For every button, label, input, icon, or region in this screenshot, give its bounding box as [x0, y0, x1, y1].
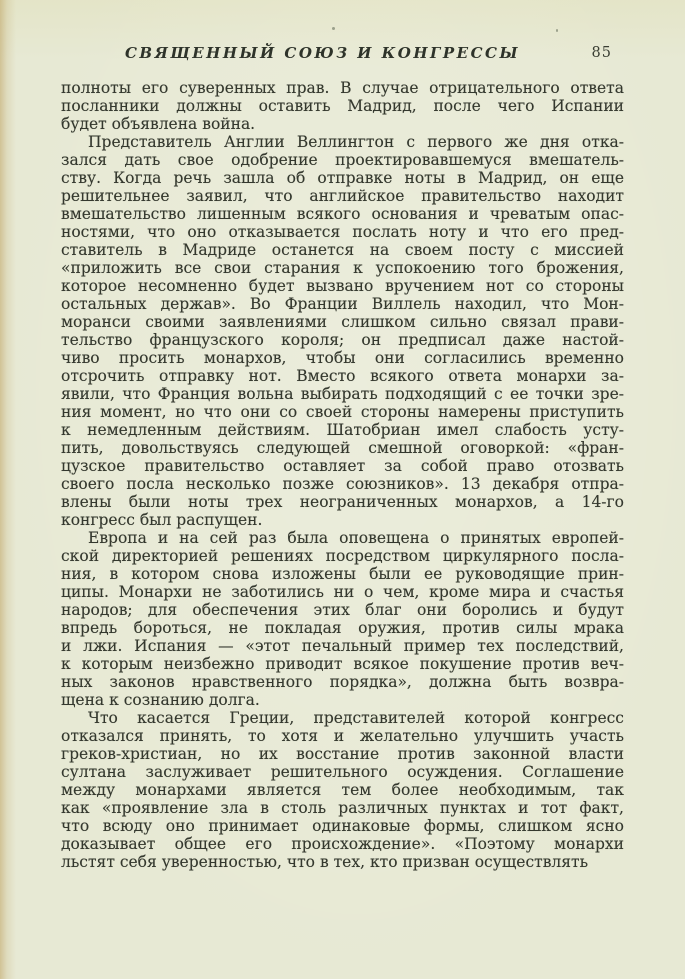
text-line: льстят себя уверенностью, что в тех, кто призван осуществлять [61, 853, 589, 871]
text-line: как «проявление зла в столь различных пунктах и тот факт, [61, 799, 624, 817]
scan-speck [332, 27, 335, 30]
text-line: отсрочить отправку нот. Вместо всякого ответа монархи за- [61, 367, 624, 385]
text-line: полноты его суверенных прав. В случае отрицательного ответа [61, 79, 624, 97]
text-line: цузское правительство оставляет за собой право отозвать [61, 457, 624, 475]
text-line: решительнее заявил, что английское правительство находит [61, 187, 624, 205]
text-line: пить, довольствуясь следующей смешной оговоркой: «фран- [61, 439, 624, 457]
text-line: своего посла несколько позже союзников». 13 декабря отпра- [61, 475, 624, 493]
text-line: греков-христиан, но их восстание против законной власти [61, 745, 624, 763]
text-line: ния, в котором снова изложены были ее руководящие прин- [61, 565, 624, 583]
text-line: ской директорией решениях посредством циркулярного посла- [61, 547, 624, 565]
text-line: влены были ноты трех неограниченных монархов, а 14-го [61, 493, 624, 511]
paragraph [61, 709, 624, 871]
scan-speck [556, 29, 558, 32]
text-line: явили, что Франция вольна выбирать подходящий с ее точки зре- [61, 385, 624, 403]
text-line: посланники должны оставить Мадрид, после чего Испании [61, 97, 624, 115]
running-header-title: СВЯЩЕННЫЙ СОЮЗ И КОНГРЕССЫ [124, 44, 521, 62]
text-line: к которым неизбежно приводит всякое покушение против веч- [61, 655, 624, 673]
text-line: остальных держав». Во Франции Виллель находил, что Мон- [61, 295, 624, 313]
paragraph [61, 529, 624, 709]
text-line: народов; для обеспечения этих благ они боролись и будут [61, 601, 624, 619]
paragraph [61, 133, 624, 529]
text-line: которое несомненно будет вызвано вручением нот со стороны [61, 277, 624, 295]
text-line: впредь бороться, не покладая оружия, против силы мрака [61, 619, 624, 637]
text-line: доказывает общее его происхождение». «Поэтому монархи [61, 835, 624, 853]
text-line: и лжи. Испания — «этот печальный пример тех последствий, [61, 637, 624, 655]
text-line: султана заслуживает решительного осуждения. Соглашение [61, 763, 624, 781]
text-line: зался дать свое одобрение проектировавшемуся вмешатель- [61, 151, 624, 169]
text-line: ностями, что оно отказывается послать ноту и что его пред- [61, 223, 624, 241]
text-line: «приложить все свои старания к успокоению того брожения, [61, 259, 624, 277]
text-line: ципы. Монархи не заботились ни о чем, кроме мира и счастья [61, 583, 624, 601]
text-line: отказался принять, то хотя и желательно улучшить участь [61, 727, 624, 745]
page-number: 85 [591, 45, 612, 61]
text-line: моранси своими заявлениями слишком сильно связал прави- [61, 313, 624, 331]
text-line: Что касается Греции, представителей которой конгресс [88, 709, 624, 727]
text-line: конгресс был распущен. [61, 511, 263, 529]
text-line: ния момент, но что они со своей стороны намерены приступить [61, 403, 624, 421]
text-line: ных законов нравственного порядка», должна быть возвра- [61, 673, 624, 691]
text-line: между монархами является тем более необходимым, так [61, 781, 624, 799]
text-line: Представитель Англии Веллингтон с первого же дня отка- [88, 133, 624, 151]
paragraph [61, 79, 624, 133]
text-line: щена к сознанию долга. [61, 691, 260, 709]
text-line: чиво просить монархов, чтобы они согласились временно [61, 349, 624, 367]
text-line: что всюду оно принимает одинаковые формы, слишком ясно [61, 817, 624, 835]
text-line: Европа и на сей раз была оповещена о принятых европей- [88, 529, 624, 547]
text-line: к немедленным действиям. Шатобриан имел слабость усту- [61, 421, 624, 439]
running-header [61, 44, 624, 66]
body-text [61, 79, 624, 871]
text-line: ставитель в Мадриде останется на своем посту с миссией [61, 241, 624, 259]
text-line: ству. Когда речь зашла об отправке ноты в Мадрид, он еще [61, 169, 624, 187]
text-line: тельство французского короля; он предписал даже настой- [61, 331, 624, 349]
text-line: будет объявлена война. [61, 115, 256, 133]
text-line: вмешательство лишенным всякого основания и чреватым опас- [61, 205, 624, 223]
